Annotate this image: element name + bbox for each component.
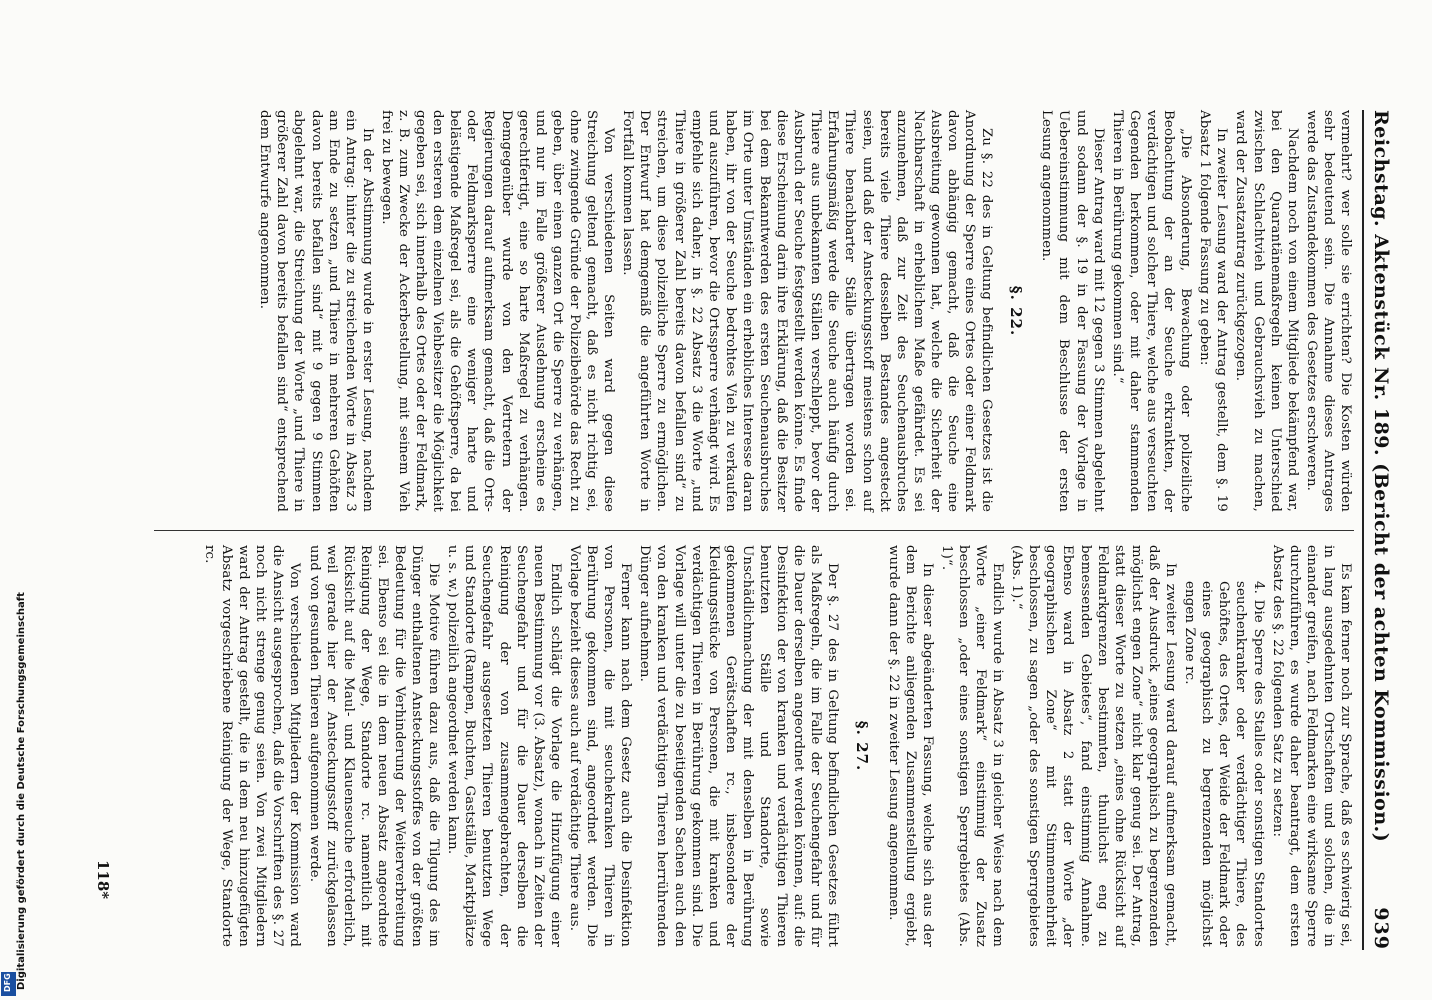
paragraph: Dieser Antrag ward mit 12 gegen 3 Stimmen abgelehnt und sodann der §. 19 in der Fassung der Vorlage in Uebereinstimmung mit dem Beschlusse der ersten Lesung angenommen. [1039, 110, 1106, 512]
dfg-logo-label: DFG [3, 973, 12, 992]
paragraph: Zu §. 22 des in Geltung befindlichen Gesetzes ist die Anordnung der Sperre eines Ortes oder einer Feldmark davon abhängig gemacht, daß die Seuche eine Ausbreitung gewonnen hat, welche die Sicherheit der Nachbarschaft in erheblichem Maße gefährdet. Es sei anzunehmen, daß zur Zeit des Seuchenausbruches bereits viele Thiere desselben Bestandes angesteckt seien, und daß der Ansteckungsstoff meistens schon auf Thiere benachbarter Ställe übertragen worden sei. Erfahrungsmäßig werde die Seuche auch häufig durch Thiere aus unbekannten Ställen verschleppt, bevor der Ausbruch der Seuche festgestellt werden könne. Es finde diese Erscheinung darin ihre Erklärung, daß die Besitzer bei dem Bekanntwerden des ersten Seuchenausbruches im Orte unter Umständen ein erhebliches Interesse daran haben, ihr von der Seuche bedrohtes Vieh zu verkaufen und auszuführen, bevor die Ortssperre verhängt wird. Es empfehle sich daher, in §. 22 Absatz 3 die Worte „und Thiere in größerer Zahl bereits davon befallen sind“ zu streichen, um diese polizeiliche Sperre zu ermöglichen. Der Entwurf hat demgemäß die angeführten Worte in Fortfall kommen lassen. [620, 110, 995, 512]
paragraph: Endlich wurde in Absatz 3 in gleicher Weise nach dem Worte „einer Feldmark“ einstimmig der Zusatz beschlossen „oder eines sonstigen Sperrgebietes (Abs. 1)“. [938, 545, 1006, 947]
left-column [254, 110, 1354, 512]
paragraph: Die Motive führen dazu aus, daß die Tilgung des im Dünger enthaltenen Ansteckungsstoffes von der größten Bedeutung für die Verhinderung der Weiterverbreitung sei. Ebenso sei die in dem neuen Absatz angeordnete Reinigung der Wege, Standorte rc. namentlich mit Rücksicht auf die Maul- und Klauenseuche erforderlich, weil gerade hier der Ansteckungsstoff zurückgelassen und von gesunden Thieren aufgenommen werde. [306, 545, 442, 947]
paragraph: In dieser abgeänderten Fassung, welche sich aus der dem Berichte anliegenden Zusammenstellung ergiebt, wurde dann der §. 22 in zweiter Lesung angenommen. [885, 545, 935, 947]
paragraph: In zweiter Lesung ward darauf aufmerksam gemacht, daß der Ausdruck „eines geographisch zu begrenzenden möglichst engen Zone“ nicht klar genug sei. Der Antrag, statt dieser Worte zu setzen „eines ohne Rücksicht auf Feldmarkgrenzen bestimmten, thunlichst eng zu bemessenden Gebietes“, fand einstimmig Annahme. Ebenso ward in Absatz 2 statt der Worte „der geographischen Zone“ mit Stimmenmehrheit beschlossen, zu sagen „oder des sonstigen Sperrgebietes (Abs. 1).“ [1009, 545, 1179, 947]
dfg-logo-icon [1, 972, 16, 996]
digitization-note: Digitalisierung gefördert durch die Deutsche Forschungsgemeinschaft [16, 592, 27, 990]
paragraph: Der §. 27 des in Geltung befindlichen Gesetzes führt als Maßregeln, die im Falle der Seuchengefahr und für die Dauer derselben angeordnet werden können, auf: die Desinfektion der von kranken und verdächtigen Thieren benutzten Ställe und Standorte, sowie Unschädlichmachung der mit denselben in Berührung gekommenen Gerätschaften rc., insbesondere der Kleidungsstücke von Personen, die mit kranken und verdächtigen Thieren in Berührung gekommen sind. Die Vorlage will unter die zu beseitigenden Sachen auch den von den kranken und verdächtigen Thieren herrührenden Dünger aufnehmen. [637, 545, 841, 947]
digitization-strip [0, 0, 27, 1000]
signature-mark: 118* [94, 860, 112, 900]
paragraph: In der Abstimmung wurde in erster Lesung, nachdem ein Antrag: hinter die zu streichenden Worte in Absatz 3 am Ende zu setzen „und Thiere in mehreren Gehöften davon bereits befallen sind“ mit 9 gegen 9 Stimmen abgelehnt war, die Streichung der Worte „und Thiere in größerer Zahl davon bereits befallen sind“ entsprechend dem Entwurfe angenommen. [257, 110, 375, 512]
column-divider [154, 530, 1354, 531]
paragraph: Endlich schlägt die Vorlage die Hinzufügung einer neuen Bestimmung vor (3. Absatz), wonach in Zeiten der Seuchengefahr und für die Dauer derselben die Reinigung der von zusammengebrachten, der Seuchengefahr ausgesetzten Thieren benutzten Wege und Standorte (Rampen, Buchten, Gastställe, Marktplätze u. s. w.) polizeilich angeordnet werden kann. [445, 545, 563, 947]
paragraph: Von verschiedenen Seiten ward gegen diese Streichung geltend gemacht, daß es nicht richtig sei, ohne zwingende Gründe der Polizeibehörde das Recht zu geben, über einen ganzen Ort die Sperre zu verhängen, und nur im Falle größerer Ausdehnung erscheine es gerechtfertigt, eine so harte Maßregel zu verhängen. Demgegenüber wurde von den Vertretern der Regierungen darauf aufmerksam gemacht, daß die Orts- oder Feldmarksperre eine weniger harte und belästigende Maßregel sei, als die Gehöftsperre, da bei den ersteren dem einzelnen Viehbesitzer die Möglichkeit gegeben sei, sich innerhalb des Ortes oder der Feldmark, z. B. zum Zwecke der Ackerbestellung, mit seinem Vieh frei zu bewegen. [378, 110, 617, 512]
paragraph: „Die Absonderung, Bewachung oder polizeiliche Beobachtung der an der Seuche erkrankten, der verdächtigen und solcher Thiere, welche aus verseuchten Gegenden herkommen, oder mit daher stammenden Thieren in Berührung gekommen sind.“ [1109, 110, 1194, 512]
right-column [199, 545, 1354, 947]
paragraph: Nachdem noch von einem Mitgliede bekämpfend war, bei den Quarantänemaßregeln keinen Unterschied zwischen Schlachtvieh und Gebrauchsvieh zu machen, ward der Zusatzantrag zurückgezogen. [1233, 110, 1300, 512]
page-header [1362, 110, 1394, 950]
paragraph: Ferner kann nach dem Gesetz auch die Desinfektion von Personen, die mit seuchekranken Thieren in Berührung gekommen sind, angeordnet werden. Die Vorlage bezieht dieses auch auf verdächtige Thiere aus. [566, 545, 634, 947]
paragraph: vermehrt? wer solle sie errichten? Die Kosten würden sehr bedeutend sein. Die Annahme dieses Antrages werde das Zustandekommen des Gesetzes erschweren. [1303, 110, 1353, 512]
paragraph: Es kam ferner noch zur Sprache, daß es schwierig sei, in lang ausgedehnten Ortschaften und solchen, die in einander greifen, nach Feldmarken eine wirksame Sperre durchzuführen, es wurde daher beantragt, dem ersten Absatz des §. 22 folgenden Satz zu setzen: [1269, 545, 1353, 947]
paragraph: In zweiter Lesung ward der Antrag gestellt, dem §. 19 Absatz 1 folgende Fassung zu geben: [1197, 110, 1230, 512]
list-item: 4. Die Sperre des Stalles oder sonstigen Standortes seuchenkranker oder verdächtiger Thiere, des Gehöftes, des Ortes, der Weide der Feldmark oder eines geographisch zu begrenzenden möglichst engen Zone rc. [1182, 581, 1266, 947]
page-number: 939 [1370, 907, 1392, 950]
section-heading: §. 22. [1007, 285, 1026, 337]
section-heading: §. 27. [853, 720, 872, 772]
paragraph: Von verschiedenen Mitgliedern der Kommission ward die Ansicht ausgesprochen, daß die Vorschriften des §. 27 noch nicht strenge genug seien. Von zwei Mitgliedern ward der Antrag gestellt, die in dem neu hinzugefügten Absatz vorgeschriebene Reinigung der Wege, Standorte rc. [202, 545, 303, 947]
header-title: Reichstag. Aktenstück Nr. 189. (Bericht der achten Kommission.) [1370, 110, 1392, 843]
